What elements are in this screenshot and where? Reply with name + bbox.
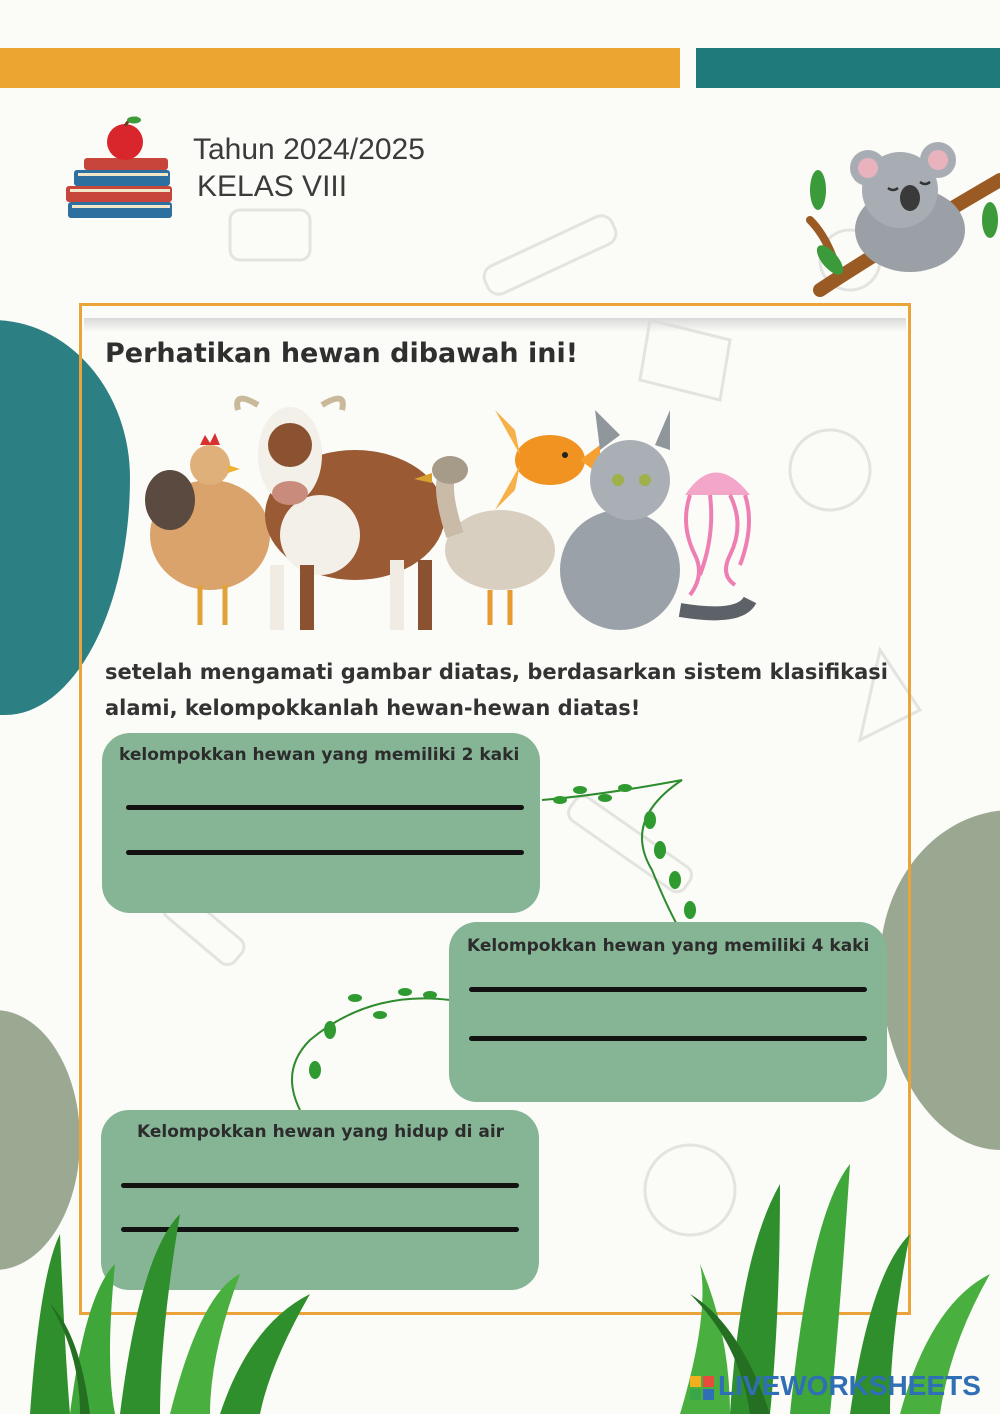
- box-label-water: Kelompokkan hewan yang hidup di air: [137, 1122, 505, 1142]
- worksheet-title: Perhatikan hewan dibawah ini!: [105, 338, 579, 369]
- cat-icon: [560, 410, 750, 630]
- box-label-2-legs: kelompokkan hewan yang memiliki 2 kaki: [119, 745, 520, 765]
- top-bar-orange: [0, 48, 680, 88]
- chicken-icon: [145, 433, 270, 625]
- liveworksheets-logo-icon: [690, 1376, 714, 1400]
- answer-line[interactable]: [469, 1036, 867, 1041]
- answer-box-2-legs: [102, 733, 540, 913]
- animals-illustration: [140, 385, 770, 640]
- watermark-text: LIVEWORKSHEETS: [718, 1370, 981, 1401]
- cow-icon: [237, 399, 445, 630]
- answer-line[interactable]: [121, 1183, 519, 1188]
- answer-line[interactable]: [126, 805, 524, 810]
- jellyfish-icon: [685, 473, 750, 596]
- school-year: Tahun 2024/2025: [193, 133, 425, 166]
- frame-tape-shadow: [84, 318, 906, 332]
- answer-line[interactable]: [469, 987, 867, 992]
- koala-illustration: [800, 130, 1000, 305]
- books-apple-icon: [62, 112, 177, 224]
- answer-box-4-legs: [449, 922, 887, 1102]
- top-bar-teal: [696, 48, 1000, 88]
- goldfish-icon: [495, 410, 600, 510]
- instruction-text: setelah mengamati gambar diatas, berdasarkan sistem klasifikasi alami, kelompokkanlah hewan-hewan diatas!: [105, 660, 888, 720]
- answer-line[interactable]: [126, 850, 524, 855]
- class-label: KELAS VIII: [197, 170, 348, 203]
- grass-left-decoration: [30, 1190, 330, 1414]
- box-label-4-legs: Kelompokkan hewan yang memiliki 4 kaki: [467, 936, 870, 956]
